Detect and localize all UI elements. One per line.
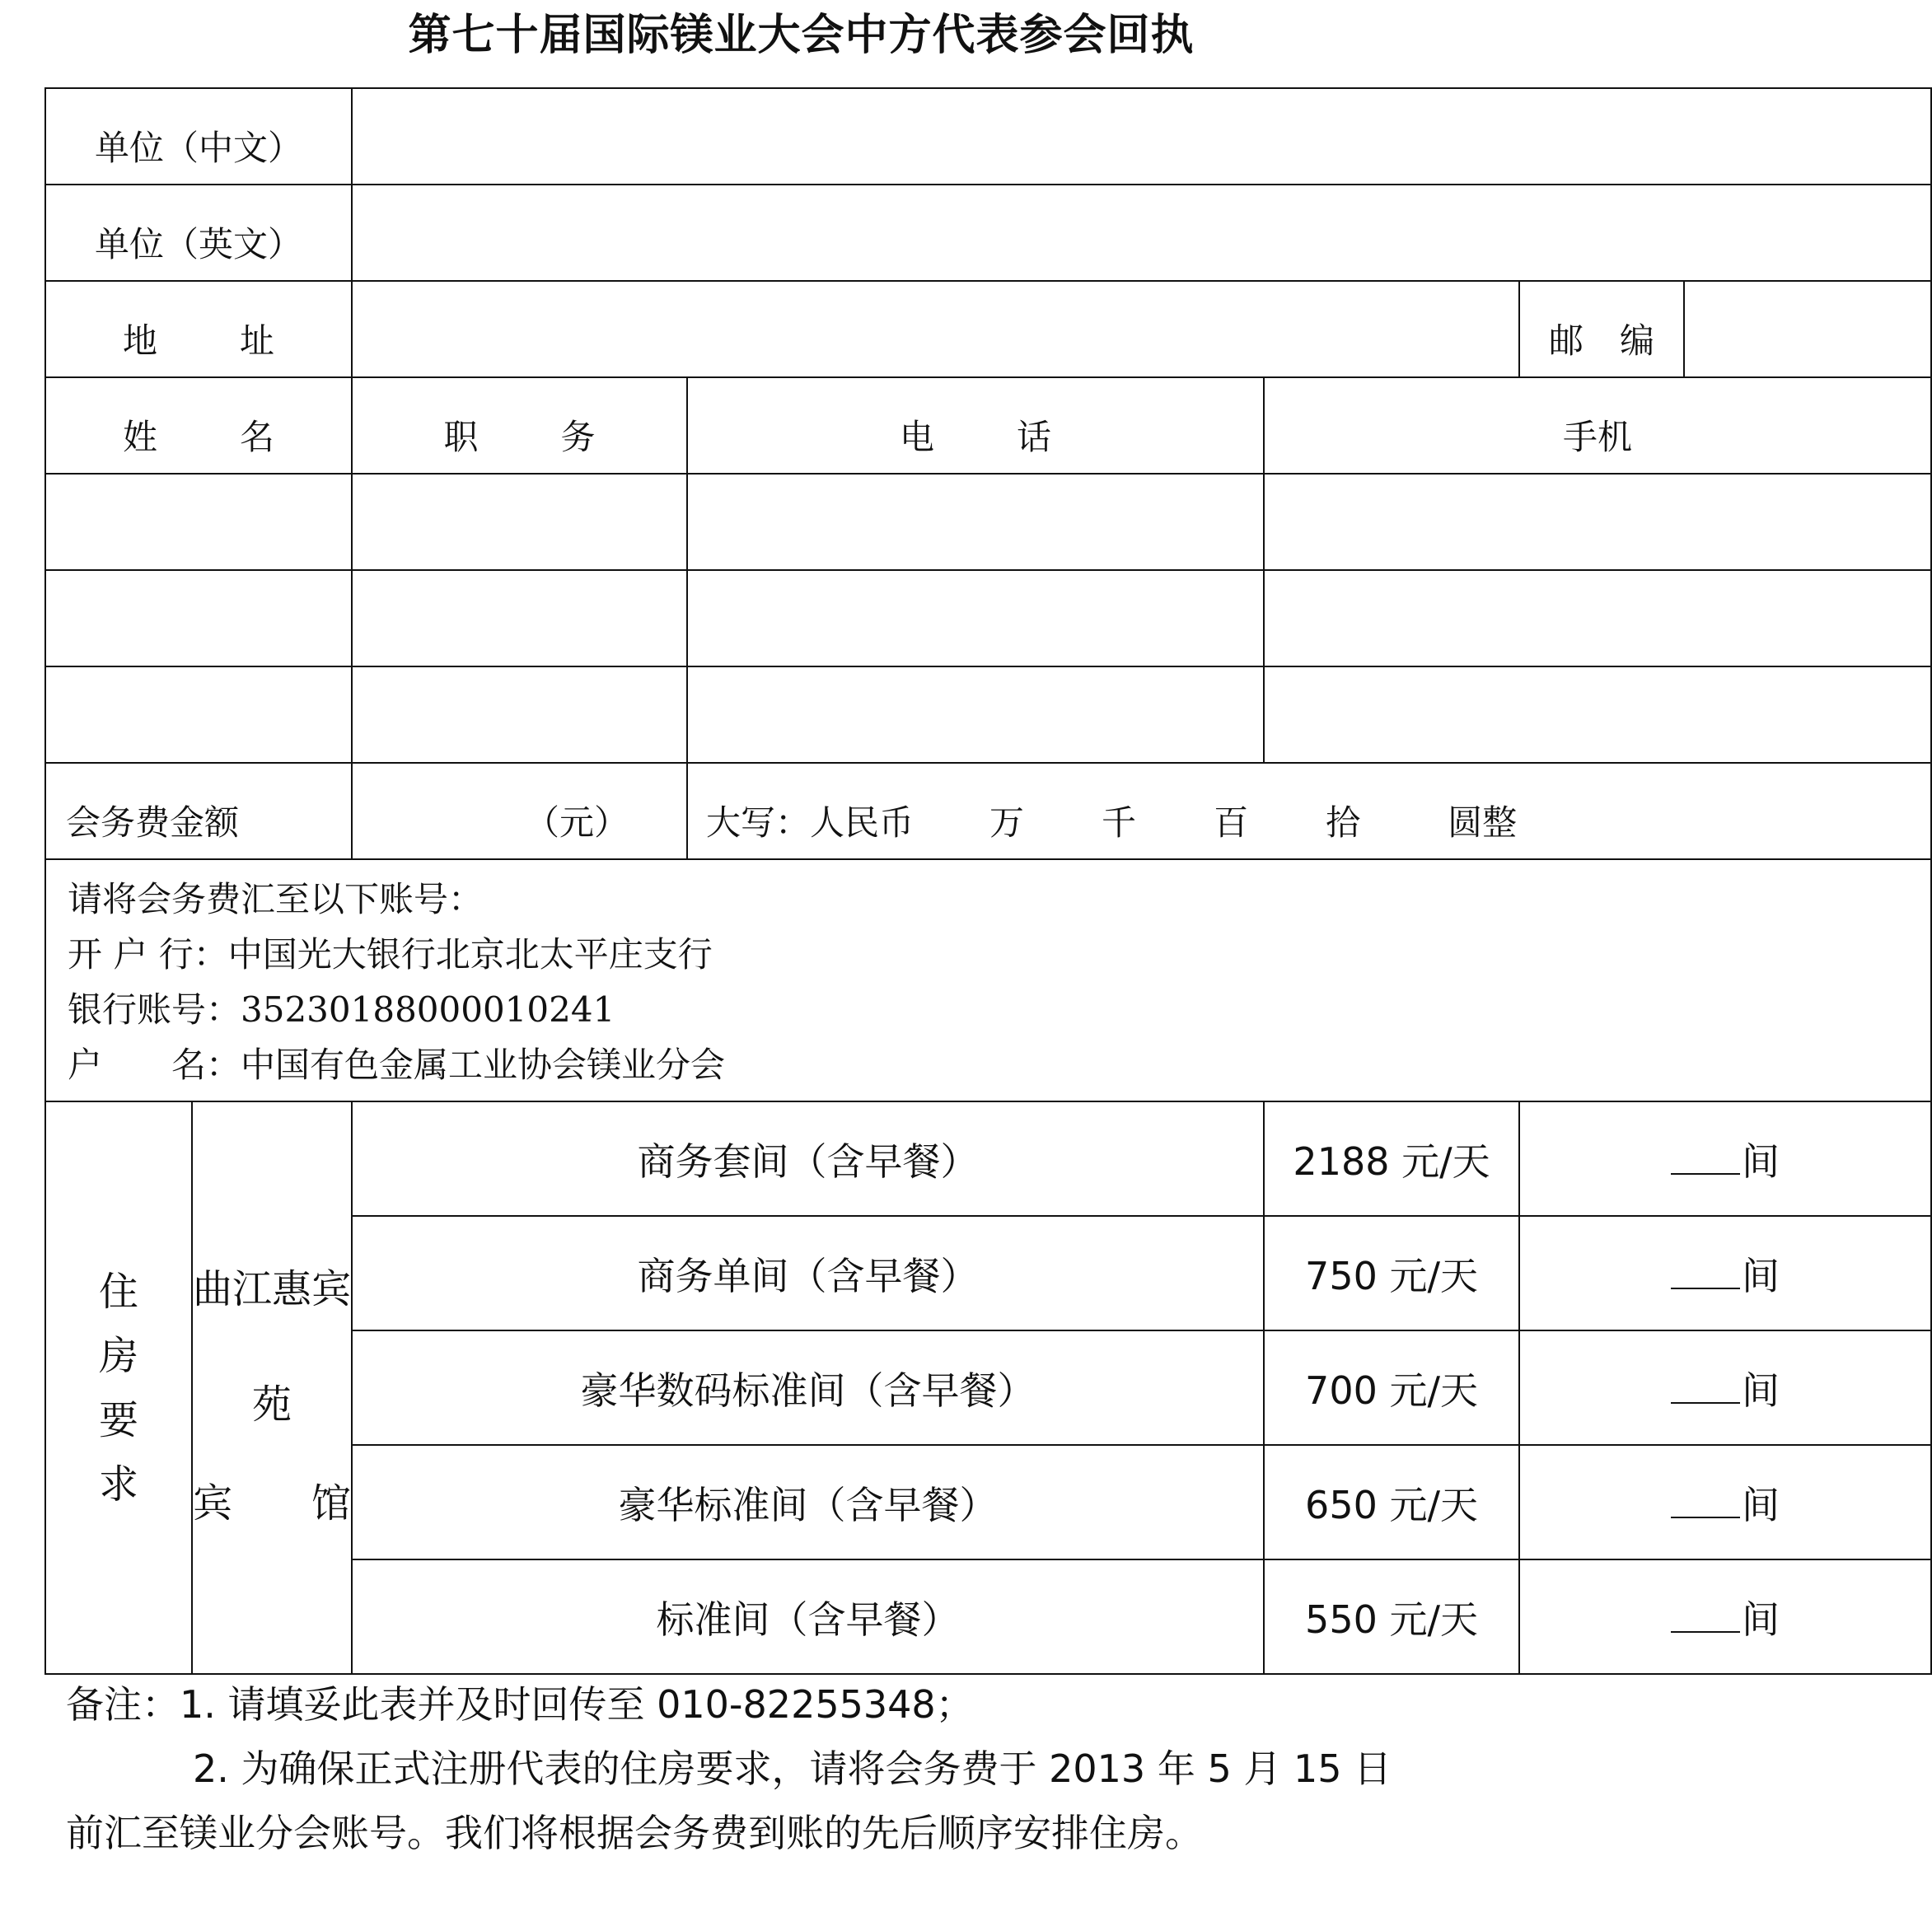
room-price-deluxe-digital: 700 元/天: [1264, 1330, 1519, 1445]
phone-header: 电 话: [687, 377, 1264, 474]
room-type-suite: 商务套间（含早餐）: [352, 1101, 1264, 1216]
room-price-standard: 550 元/天: [1264, 1559, 1519, 1674]
yuan-unit: （元）: [525, 802, 629, 843]
unit-en-label: 单位（英文）: [45, 185, 352, 281]
unit-en-field[interactable]: [352, 185, 1931, 281]
unit-cn-field[interactable]: [352, 88, 1931, 185]
room-price-single: 750 元/天: [1264, 1216, 1519, 1330]
mobile-cell[interactable]: [1264, 570, 1931, 666]
notes: [66, 1672, 1549, 1865]
position-header: 职 务: [352, 377, 687, 474]
room-count-standard[interactable]: 间: [1519, 1559, 1931, 1674]
daxie-yuanzheng: 圆整: [1448, 802, 1518, 843]
note-1: 备注：1. 请填妥此表并及时回传至 010-82255348；: [66, 1682, 974, 1727]
name-cell[interactable]: [45, 666, 352, 763]
note-2: 2. 为确保正式注册代表的住房要求，请将会务费于 2013 年 5 月 15 日: [193, 1746, 1392, 1791]
room-type-single: 商务单间（含早餐）: [352, 1216, 1264, 1330]
account-line: 银行账号：35230188000010241: [68, 989, 615, 1030]
daxie-shi: 拾: [1326, 802, 1361, 843]
position-cell[interactable]: [352, 570, 687, 666]
hotel-name: 曲江惠宾苑 宾 馆: [192, 1101, 352, 1674]
room-type-standard: 标准间（含早餐）: [352, 1559, 1264, 1674]
name-cell[interactable]: [45, 570, 352, 666]
phone-cell[interactable]: [687, 666, 1264, 763]
address-field[interactable]: [352, 281, 1519, 377]
fee-amount-field[interactable]: [352, 763, 687, 859]
mobile-header: 手机: [1264, 377, 1931, 474]
bank-info: [45, 859, 1931, 1101]
fee-amount-label: 会务费金额: [45, 763, 352, 859]
room-price-deluxe-standard: 650 元/天: [1264, 1445, 1519, 1559]
phone-cell[interactable]: [687, 570, 1264, 666]
postcode-label: 邮 编: [1519, 281, 1684, 377]
table-row: [45, 474, 1931, 570]
address-label: 地 址: [45, 281, 352, 377]
room-count-suite[interactable]: 间: [1519, 1101, 1931, 1216]
name-cell[interactable]: [45, 474, 352, 570]
page-title: 第七十届国际镁业大会中方代表参会回执: [408, 11, 1195, 60]
room-type-deluxe-standard: 豪华标准间（含早餐）: [352, 1445, 1264, 1559]
unit-cn-label: 单位（中文）: [45, 88, 352, 185]
room-count-deluxe-digital[interactable]: 间: [1519, 1330, 1931, 1445]
room-count-single[interactable]: 间: [1519, 1216, 1931, 1330]
fee-daxie-field[interactable]: [687, 763, 1931, 859]
note-3: 前汇至镁业分会账号。我们将根据会务费到账的先后顺序安排住房。: [66, 1811, 1203, 1855]
name-header: 姓 名: [45, 377, 352, 474]
daxie-bai: 百: [1214, 802, 1249, 843]
daxie-qian: 千: [1102, 802, 1137, 843]
position-cell[interactable]: [352, 474, 687, 570]
table-row: [45, 570, 1931, 666]
bank-name-line: 开 户 行：中国光大银行北京北太平庄支行: [68, 934, 713, 975]
lodging-label: 住 房 要 求: [45, 1101, 192, 1674]
daxie-wan: 万: [989, 802, 1025, 843]
registration-form: [44, 87, 1932, 1675]
table-row: [45, 666, 1931, 763]
room-count-deluxe-standard[interactable]: 间: [1519, 1445, 1931, 1559]
mobile-cell[interactable]: [1264, 666, 1931, 763]
holder-line: 户 名：中国有色金属工业协会镁业分会: [68, 1045, 726, 1085]
bank-intro: 请将会务费汇至以下账号：: [68, 879, 484, 919]
postcode-field[interactable]: [1684, 281, 1931, 377]
mobile-cell[interactable]: [1264, 474, 1931, 570]
position-cell[interactable]: [352, 666, 687, 763]
room-type-deluxe-digital: 豪华数码标准间（含早餐）: [352, 1330, 1264, 1445]
room-price-suite: 2188 元/天: [1264, 1101, 1519, 1216]
daxie-prefix: 大写：人民币: [706, 802, 915, 843]
phone-cell[interactable]: [687, 474, 1264, 570]
